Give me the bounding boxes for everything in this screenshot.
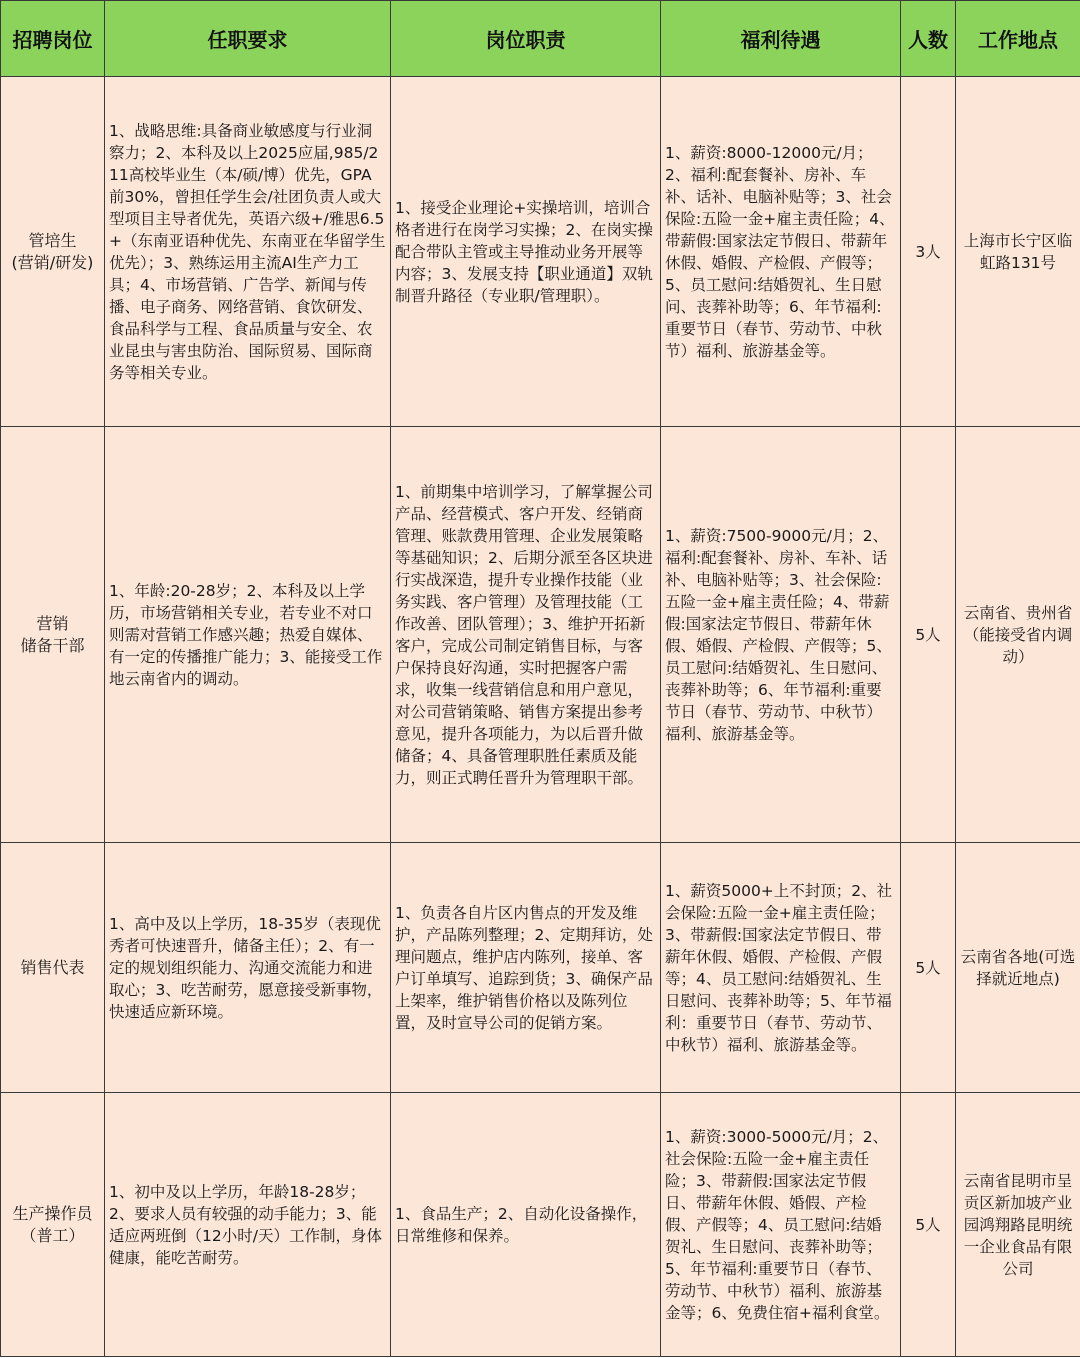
duties-text: 1、负责各自片区内售点的开发及维护，产品陈列整理；2、定期拜访，处理问题点，维护店内陈列，接单、客户订单填写、追踪到货；3、确保产品上架率，维护销售价格以及陈列位置，及时宣导公司的促销方案。 (395, 903, 653, 1032)
benefits-text: 1、薪资:7500-9000元/月；2、福利:配套餐补、房补、车补、话补、电脑补贴等；3、社会保险:五险一金+雇主责任险；4、带薪假:国家法定节假日、带薪年休假、婚假、产检假、产假等；5、员工慰问:结婚贺礼、生日慰问、丧葬补助等；6、年节福利:重要节日（春节、劳动节、中秋节）福利、旅游基金等。 (665, 526, 892, 743)
duties-cell (391, 77, 661, 427)
duties-cell (391, 843, 661, 1093)
location-text: 云南省昆明市呈贡区新加坡产业园鸿翔路昆明统一企业食品有限公司 (963, 1171, 1073, 1278)
requirements-text: 1、年龄:20-28岁；2、本科及以上学历，市场营销相关专业，若专业不对口则需对营销工作感兴趣；热爱自媒体、有一定的传播推广能力；3、能接受工作地云南省内的调动。 (109, 581, 383, 688)
table-row (1, 77, 1080, 427)
header-benefits: 福利待遇 (661, 1, 901, 77)
location-cell (956, 843, 1080, 1093)
requirements-cell (105, 1093, 391, 1357)
location-text: 上海市长宁区临虹路131号 (963, 231, 1073, 272)
duties-text: 1、接受企业理论+实操培训，培训合格者进行在岗学习实操；2、在岗实操配合带队主管或主导推动业务开展等内容；3、发展支持【职业通道】双轨制晋升路径（专业职/管理职）。 (395, 198, 653, 305)
headcount-text: 5人 (915, 1215, 941, 1234)
duties-text: 1、前期集中培训学习，了解掌握公司产品、经营模式、客户开发、经销商管理、账款费用管理、企业发展策略等基础知识；2、后期分派至各区块进行实战深造，提升专业操作技能（业务实践、客户管理）及管理技能（工作改善、团队管理）；3、维护开拓新客户，完成公司制定销售目标，与客户保持良好沟通，实时把握客户需求，收集一线营销信息和用户意见，对公司营销策略、销售方案提出参考意见，提升各项能力，为以后晋升做储备；4、具备管理职胜任素质及能力，则正式聘任晋升为管理职干部。 (395, 482, 653, 787)
header-duties: 岗位职责 (391, 1, 661, 77)
requirements-text: 1、高中及以上学历，18-35岁（表现优秀者可快速晋升，储备主任）；2、有一定的规划组织能力、沟通交流能力和进取心；3、吃苦耐劳，愿意接受新事物，快速适应新环境。 (109, 914, 383, 1021)
duties-text: 1、食品生产；2、自动化设备操作，日常维修和保养。 (395, 1204, 648, 1245)
headcount-text: 5人 (915, 958, 941, 977)
table-row (1, 1093, 1080, 1357)
header-position: 招聘岗位 (1, 1, 105, 77)
duties-cell (391, 427, 661, 843)
header-headcount: 人数 (901, 1, 956, 77)
position-text: 营销 储备干部 (20, 613, 85, 655)
headcount-cell (901, 843, 956, 1093)
benefits-text: 1、薪资:3000-5000元/月；2、社会保险:五险一金+雇主责任险；3、带薪假:国家法定节假日、带薪年休假、婚假、产检假、产假等；4、员工慰问:结婚贺礼、生日慰问、丧葬补助等；5、年节福利:重要节日（春节、劳动节、中秋节）福利、旅游基金等；6、免费住宿+福利食堂。 (665, 1127, 890, 1322)
benefits-cell (661, 843, 901, 1093)
header-location: 工作地点 (956, 1, 1080, 77)
benefits-text: 1、薪资5000+上不封顶；2、社会保险:五险一金+雇主责任险；3、带薪假:国家法定节假日、带薪年休假、婚假、产检假、产假等；4、员工慰问:结婚贺礼、生日慰问、丧葬补助等；5、年节福利：重要节日（春节、劳动节、中秋节）福利、旅游基金等。 (665, 881, 893, 1054)
position-text: 管培生 (营销/研发) (11, 230, 94, 272)
position-cell (1, 1093, 105, 1357)
headcount-text: 5人 (915, 625, 941, 644)
position-cell (1, 77, 105, 427)
benefits-cell (661, 427, 901, 843)
position-text: 销售代表 (20, 957, 85, 977)
position-cell (1, 427, 105, 843)
benefits-cell (661, 1093, 901, 1357)
benefits-cell (661, 77, 901, 427)
headcount-cell (901, 77, 956, 427)
headcount-cell (901, 1093, 956, 1357)
requirements-text: 1、初中及以上学历，年龄18-28岁；2、要求人员有较强的动手能力；3、能适应两班倒（12小时/天）工作制，身体健康，能吃苦耐劳。 (109, 1182, 382, 1267)
headcount-text: 3人 (915, 242, 941, 261)
position-cell (1, 843, 105, 1093)
duties-cell (391, 1093, 661, 1357)
header-requirements: 任职要求 (105, 1, 391, 77)
location-cell (956, 1093, 1080, 1357)
position-text: 生产操作员 （普工） (12, 1203, 93, 1245)
table-row (1, 427, 1080, 843)
requirements-cell (105, 843, 391, 1093)
requirements-cell (105, 77, 391, 427)
header-row (1, 1, 1080, 77)
location-text: 云南省、贵州省（能接受省内调动） (963, 603, 1073, 666)
table-row (1, 843, 1080, 1093)
benefits-text: 1、薪资:8000-12000元/月；2、福利:配套餐补、房补、车补、话补、电脑补贴等；3、社会保险:五险一金+雇主责任险；4、带薪假:国家法定节假日、带薪年休假、婚假、产检假、产假等；5、员工慰问:结婚贺礼、生日慰问、丧葬补助等；6、年节福利:重要节日（春节、劳动节、中秋节）福利、旅游基金等。 (665, 143, 895, 360)
requirements-cell (105, 427, 391, 843)
requirements-text: 1、战略思维:具备商业敏感度与行业洞察力；2、本科及以上2025应届,985/211高校毕业生（本/硕/博）优先，GPA前30%，曾担任学生会/社团负责人或大型项目主导者优先，英语六级+/雅思6.5+（东南亚语种优先、东南亚在华留学生优先）；3、熟练运用主流AI生产力工具；4、市场营销、广告学、新闻与传播、电子商务、网络营销、食饮研发、食品科学与工程、食品质量与安全、农业昆虫与害虫防治、国际贸易、国际商务等相关专业。 (109, 121, 386, 382)
location-text: 云南省各地(可选择就近地点) (960, 947, 1076, 988)
location-cell (956, 77, 1080, 427)
location-cell (956, 427, 1080, 843)
headcount-cell (901, 427, 956, 843)
